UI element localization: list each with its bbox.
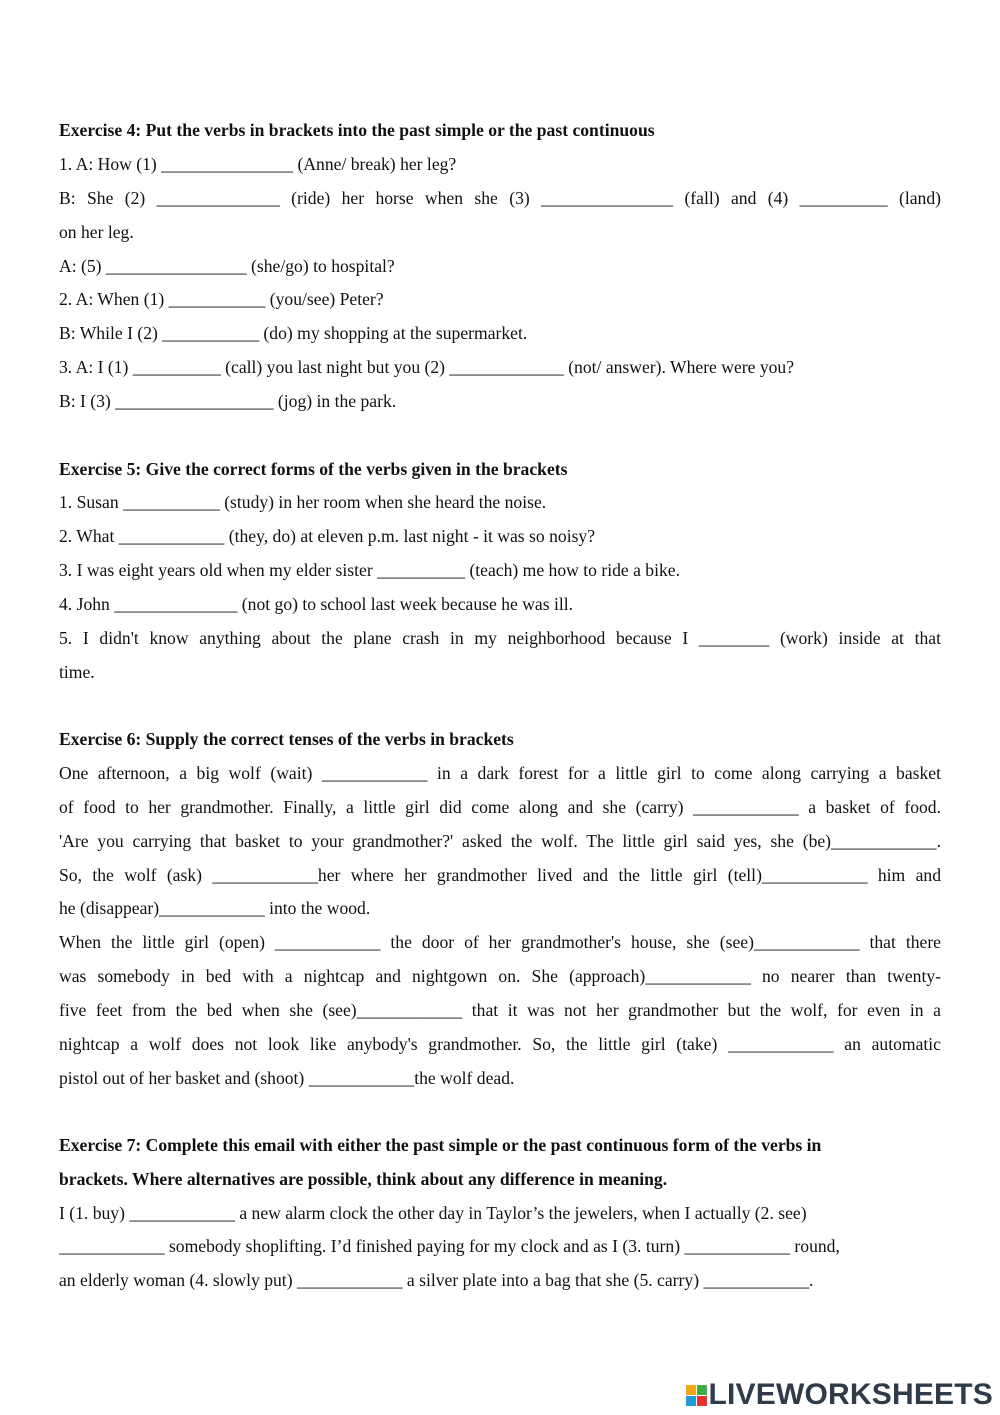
exercise-7-title: Exercise 7: Complete this email with either the past simple or the past continuous form of the verbs in bbox=[59, 1135, 822, 1155]
exercise-6-line: One afternoon, a big wolf (wait) ____________ in a dark forest for a little girl to come along carrying a basket bbox=[59, 763, 941, 783]
exercise-4-line: B: She (2) ______________ (ride) her horse when she (3) _______________ (fall) and (4) __________ (land) bbox=[59, 188, 941, 208]
logo-square-icon bbox=[697, 1385, 707, 1395]
exercise-6-title: Exercise 6: Supply the correct tenses of the verbs in brackets bbox=[59, 729, 514, 749]
exercise-4-line: on her leg. bbox=[59, 222, 134, 242]
exercise-5-line: 3. I was eight years old when my elder sister __________ (teach) me how to ride a bike. bbox=[59, 560, 680, 580]
exercise-7-title: brackets. Where alternatives are possible, think about any difference in meaning. bbox=[59, 1169, 668, 1189]
exercise-6-line: So, the wolf (ask) ____________her where her grandmother lived and the little girl (tell)____________ him and bbox=[59, 865, 941, 885]
logo-square-icon bbox=[686, 1385, 696, 1395]
logo-square-icon bbox=[697, 1396, 707, 1406]
exercise-6-line: pistol out of her basket and (shoot) ____________the wolf dead. bbox=[59, 1068, 515, 1088]
liveworksheets-watermark bbox=[686, 1375, 994, 1415]
liveworksheets-logo-icon bbox=[686, 1385, 707, 1406]
exercise-7-line: an elderly woman (4. slowly put) ____________ a silver plate into a bag that she (5. carry) ____________. bbox=[59, 1270, 814, 1290]
exercise-6-line: 'Are you carrying that basket to your grandmother?' asked the wolf. The little girl said yes, she (be)____________. bbox=[59, 831, 941, 851]
exercise-6-line: he (disappear)____________ into the wood. bbox=[59, 898, 371, 918]
exercise-4-line: 3. A: I (1) __________ (call) you last night but you (2) _____________ (not/ answer). Where were you? bbox=[59, 357, 795, 377]
exercise-4-line: B: I (3) __________________ (jog) in the park. bbox=[59, 391, 397, 411]
exercise-4-line: A: (5) ________________ (she/go) to hospital? bbox=[59, 256, 395, 276]
exercise-5-line: 1. Susan ___________ (study) in her room when she heard the noise. bbox=[59, 492, 547, 512]
exercise-5-line: 5. I didn't know anything about the plane crash in my neighborhood because I ________ (work) inside at that bbox=[59, 628, 941, 648]
liveworksheets-brand: LIVEWORKSHEETS bbox=[708, 1378, 993, 1411]
exercise-5-title: Exercise 5: Give the correct forms of the verbs given in the brackets bbox=[59, 459, 568, 479]
exercise-6-line: of food to her grandmother. Finally, a little girl did come along and she (carry) ____________ a basket of food. bbox=[59, 797, 941, 817]
exercise-6-line: five feet from the bed when she (see)____________ that it was not her grandmother but the wolf, for even in a bbox=[59, 1000, 941, 1020]
exercise-7-line: ____________ somebody shoplifting. I’d finished paying for my clock and as I (3. turn) ____________ round, bbox=[59, 1236, 840, 1256]
exercise-7-line: I (1. buy) ____________ a new alarm clock the other day in Taylor’s the jewelers, when I actually (2. see) bbox=[59, 1203, 807, 1223]
exercise-5-line: 4. John ______________ (not go) to school last week because he was ill. bbox=[59, 594, 574, 614]
exercise-4-line: B: While I (2) ___________ (do) my shopping at the supermarket. bbox=[59, 323, 528, 343]
exercise-5-line: time. bbox=[59, 662, 95, 682]
exercise-4-line: 1. A: How (1) _______________ (Anne/ break) her leg? bbox=[59, 154, 457, 174]
logo-square-icon bbox=[686, 1396, 696, 1406]
exercise-5-line: 2. What ____________ (they, do) at eleven p.m. last night - it was so noisy? bbox=[59, 526, 596, 546]
exercise-6-line: nightcap a wolf does not look like anybody's grandmother. So, the little girl (take) ____________ an automatic bbox=[59, 1034, 941, 1054]
exercise-4-title: Exercise 4: Put the verbs in brackets into the past simple or the past continuous bbox=[59, 120, 655, 140]
exercise-4-line: 2. A: When (1) ___________ (you/see) Peter? bbox=[59, 289, 384, 309]
exercise-6-line: When the little girl (open) ____________ the door of her grandmother's house, she (see)____________ that there bbox=[59, 932, 941, 952]
exercise-6-line: was somebody in bed with a nightcap and nightgown on. She (approach)____________ no nearer than twenty- bbox=[59, 966, 941, 986]
